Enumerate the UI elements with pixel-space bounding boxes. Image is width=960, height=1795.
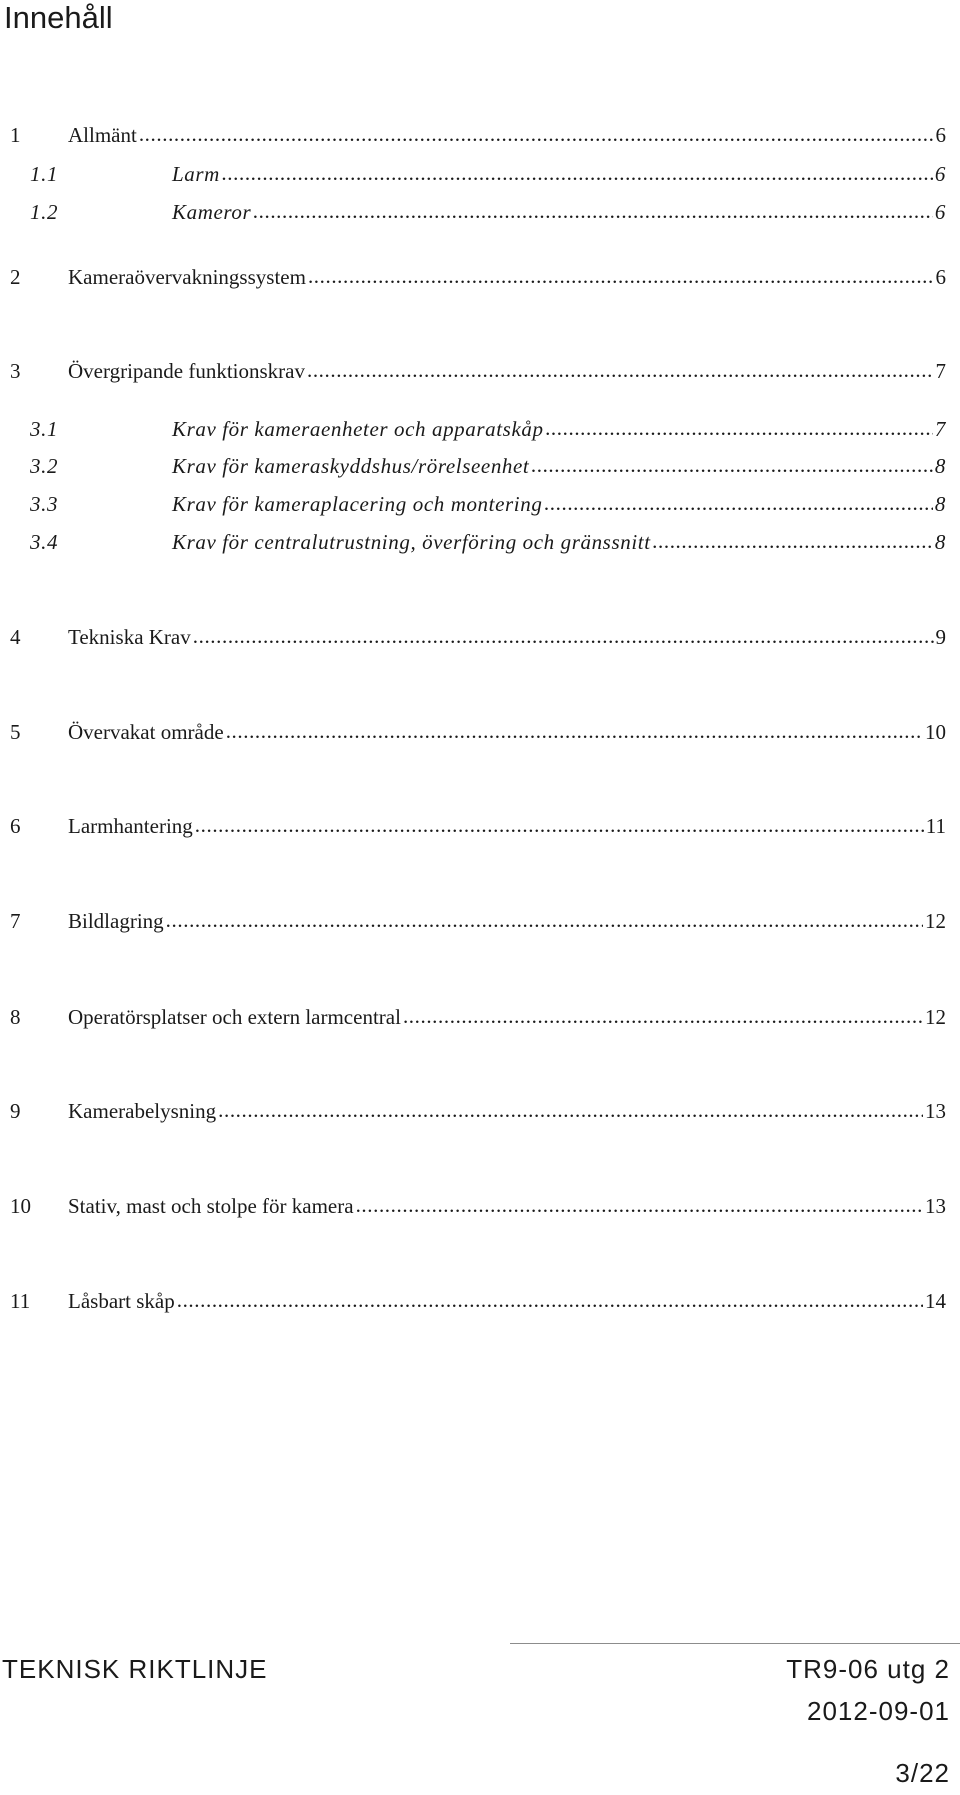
toc-entry-number: 3.1 [30,417,59,441]
footer-doc-type: TEKNISK RIKTLINJE [2,1654,268,1684]
toc-entry-number: 4 [10,625,21,649]
dot-leader [195,810,924,840]
toc-entry-title: Stativ, mast och stolpe för kamera [68,1194,354,1218]
toc-entry-title: Kameror [172,200,252,224]
dot-leader [546,413,933,443]
toc-entry-3-2[interactable] [10,451,946,481]
toc-entry-3-3[interactable] [10,489,946,519]
toc-entry-number: 3.3 [30,492,59,516]
toc-entry-title: Operatörsplatser och extern larmcentral [68,1005,401,1029]
toc-entry-number: 1 [10,123,21,147]
dot-leader [177,1285,923,1315]
toc-entry-title: Larm [172,162,220,186]
dot-leader [222,158,933,188]
toc-entry-page: 6 [934,200,946,224]
dot-leader [308,261,934,291]
dot-leader [166,905,923,935]
toc-entry-page: 13 [925,1194,946,1218]
toc-entry-page: 6 [935,265,946,289]
toc-entry-number: 10 [10,1194,31,1218]
toc-entry-number: 2 [10,265,21,289]
toc-entry-title: Kamerabelysning [68,1099,217,1123]
toc-heading: Innehåll [4,0,113,35]
toc-entry-title: Övergripande funktionskrav [68,359,305,383]
toc-entry-number: 6 [10,814,21,838]
toc-entry-number: 9 [10,1099,21,1123]
toc-entry-3-4[interactable] [10,527,946,557]
toc-entry-page: 12 [925,909,946,933]
toc-entry-page: 8 [934,454,946,478]
toc-entry-title: Krav för kameraplacering och montering [172,492,543,516]
toc-entry-title: Krav för kameraenheter och apparatskåp [172,417,544,441]
toc-entry-page: 9 [935,625,946,649]
toc-entry-number: 11 [10,1289,31,1313]
toc-entry-number: 7 [10,909,21,933]
dot-leader [193,621,934,651]
toc-entry-3[interactable] [10,356,946,386]
toc-entry-title: Låsbart skåp [68,1289,175,1313]
toc-entry-page: 8 [934,492,946,516]
toc-entry-8[interactable] [10,1002,946,1032]
toc-entry-2[interactable] [10,262,946,292]
toc-entry-title: Larmhantering [68,814,193,838]
toc-entry-title: Bildlagring [68,909,164,933]
toc-entry-page: 13 [925,1099,946,1123]
toc-entry-title: Krav för centralutrustning, överföring och gränssnitt [172,530,651,554]
toc-entry-number: 3.4 [30,530,59,554]
footer-page-indicator: 3/22 [895,1758,950,1788]
dot-leader [653,526,933,556]
dot-leader [531,450,933,480]
toc-entry-number: 5 [10,720,21,744]
dot-leader [253,196,933,226]
toc-entry-page: 6 [934,162,946,186]
toc-entry-number: 1.1 [30,162,59,186]
footer-date: 2012-09-01 [807,1696,950,1726]
toc-entry-number: 3 [10,359,21,383]
toc-entry-page: 6 [935,123,946,147]
toc-entry-title: Krav för kameraskyddshus/rörelseenhet [172,454,530,478]
toc-entry-4[interactable] [10,622,946,652]
toc-entry-1-2[interactable] [10,197,946,227]
toc-entry-number: 8 [10,1005,21,1029]
toc-entry-1[interactable] [10,120,946,150]
dot-leader [403,1001,923,1031]
toc-entry-5[interactable] [10,717,946,747]
toc-entry-number: 1.2 [30,200,59,224]
toc-entry-6[interactable] [10,811,946,841]
toc-entry-page: 7 [935,359,946,383]
toc-entry-11[interactable] [10,1286,946,1316]
toc-entry-10[interactable] [10,1191,946,1221]
toc-entry-page: 14 [925,1289,946,1313]
toc-entry-9[interactable] [10,1096,946,1126]
toc-entry-title: Tekniska Krav [68,625,191,649]
toc-entry-page: 7 [934,417,946,441]
dot-leader [307,355,934,385]
toc-entry-title: Övervakat område [68,720,224,744]
dot-leader [356,1190,923,1220]
toc-entry-page: 10 [925,720,946,744]
toc-entry-1-1[interactable] [10,159,946,189]
toc-entry-page: 12 [925,1005,946,1029]
toc-entry-title: Allmänt [68,123,137,147]
footer-doc-id: TR9-06 utg 2 [786,1654,950,1684]
toc-entry-page: 11 [925,814,946,838]
dot-leader [218,1095,923,1125]
toc-entry-title: Kameraövervakningssystem [68,265,306,289]
toc-entry-7[interactable] [10,906,946,936]
toc-entry-3-1[interactable] [10,414,946,444]
dot-leader [226,716,923,746]
toc-entry-number: 3.2 [30,454,59,478]
footer-divider [510,1643,960,1644]
toc-entry-page: 8 [934,530,946,554]
dot-leader [139,119,934,149]
dot-leader [544,488,932,518]
